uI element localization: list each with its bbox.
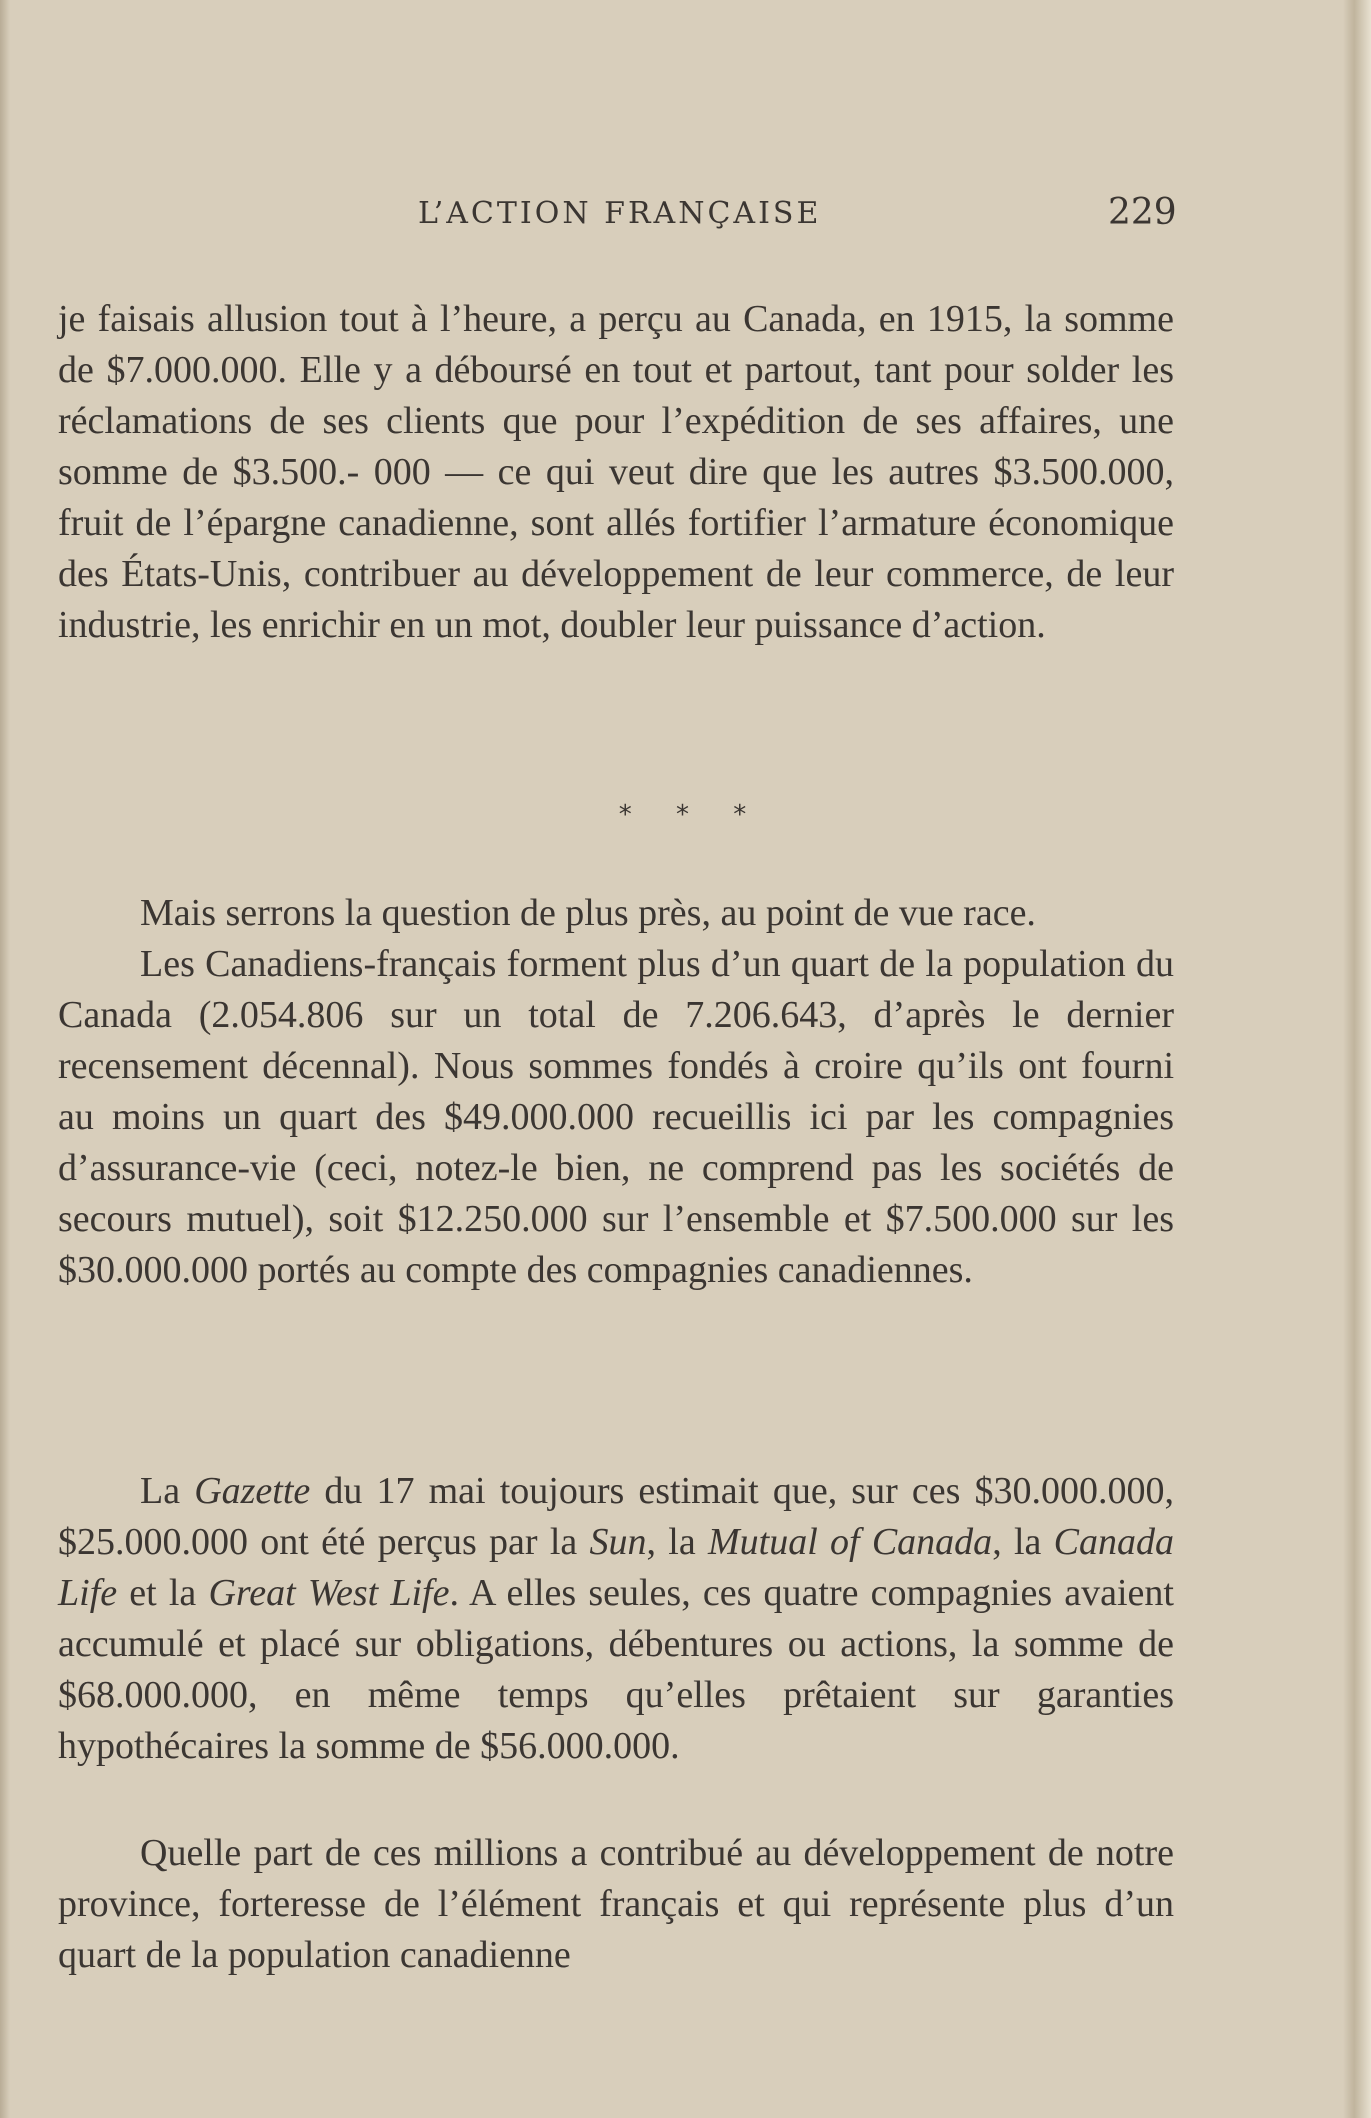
page-number: 229	[1108, 192, 1177, 233]
text-run: . A elles seules, ces quatre compagnies avaient accumulé et placé sur obligations, débentures ou actions, la somme de $68.000.000, en même temps qu’elles prêtaient sur garanties hypothécaires la somme de $56.000.000.	[58, 1572, 1174, 1767]
text-run: La	[140, 1470, 195, 1512]
text-run: et la	[117, 1572, 209, 1614]
italic-company-mutual: Mutual of Canada	[707, 1521, 993, 1563]
page-right-edge	[1343, 0, 1371, 2118]
page-left-edge	[0, 0, 10, 2118]
text-run: , la	[646, 1521, 708, 1563]
paragraph: Les Canadiens-français forment plus d’un quart de la population du Canada (2.054.806 sur un total de 7.206.643, d’après le dernier recensement décennal). Nous sommes fondés à croire qu’ils ont fourni au moins un quart des $49.000.000 recueillis ici par les compagnies d’assurance-vie (ceci, notez-le bien, ne comprend pas les sociétés de secours mutuel), soit $12.250.000 sur l’ensemble et $7.500.000 sur les $30.000.000 portés au compte des compagnies canadiennes.	[58, 943, 1174, 1291]
running-head-title: L’ACTION FRANÇAISE	[418, 196, 822, 231]
paragraph-gazette	[58, 1466, 1174, 1772]
text-block-gazette	[58, 1466, 1174, 1772]
paragraph-continued: je faisais allusion tout à l’heure, a perçu au Canada, en 1915, la somme de $7.000.000. Elle y a déboursé en tout et partout, tant pour solder les réclamations de ses clients que pour l’expédition de ses affaires, une somme de $3.500.- 000 — ce qui veut dire que les autres $3.500.000, fruit de l’épargne canadienne, sont allés fortifier l’armature économique des États-Unis, contribuer au développement de leur commerce, de leur industrie, les enrichir en un mot, doubler leur puissance d’action.	[58, 298, 1174, 646]
section-separator: * * *	[618, 800, 753, 830]
text-run: , la	[992, 1521, 1054, 1563]
running-head	[0, 192, 1371, 236]
text-block-main	[58, 888, 1174, 1296]
italic-company-great-west: Great West Life	[208, 1572, 450, 1614]
paragraph: Quelle part de ces millions a contribué au développement de notre province, forteresse de l’élément français et qui représente plus d’un quart de la population canadienne	[58, 1832, 1174, 1976]
paragraph: Mais serrons la question de plus près, au point de vue race.	[140, 892, 1036, 934]
italic-title-gazette: Gazette	[194, 1470, 311, 1512]
text-block-continuation	[58, 294, 1174, 651]
italic-company-canada-life: Canada Life	[58, 1521, 1174, 1614]
italic-company-sun: Sun	[589, 1521, 647, 1563]
text-run: du 17 mai toujours estimait que, sur ces $30.000.000, $25.000.000 ont été perçus par la	[58, 1470, 1174, 1563]
text-block-final	[58, 1828, 1174, 1981]
